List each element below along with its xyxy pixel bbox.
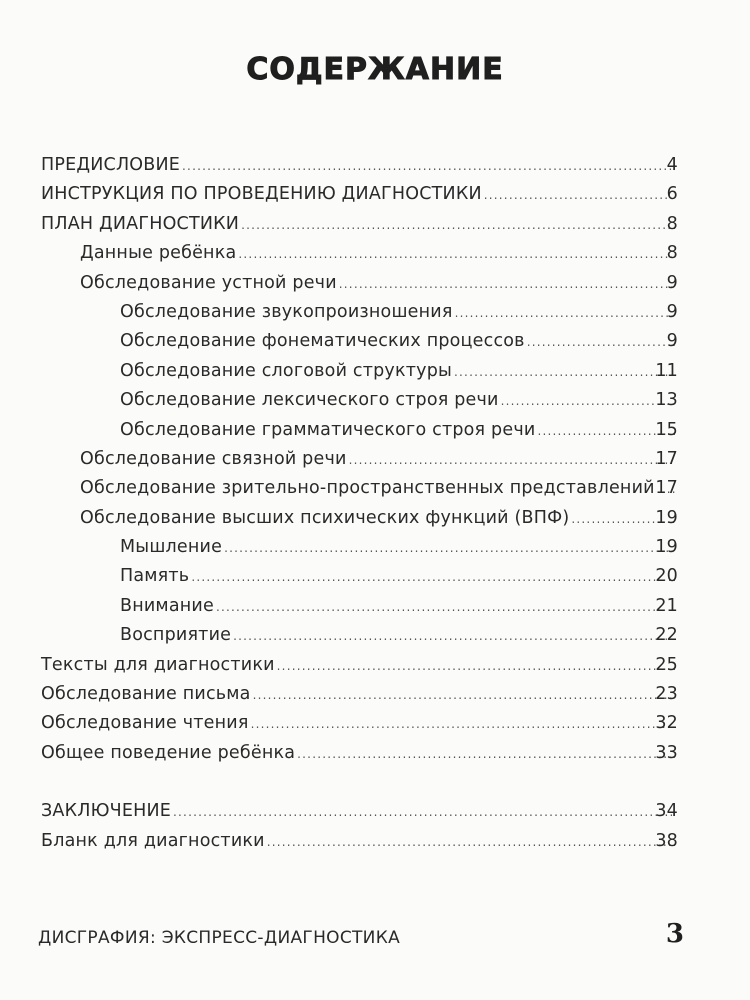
dot-leader xyxy=(238,240,675,269)
toc-entry-label: ЗАКЛЮЧЕНИЕ xyxy=(41,801,172,822)
toc-entry-page: 38 xyxy=(655,830,678,851)
toc-entry-page: 9 xyxy=(666,301,678,322)
toc-entry-label: ПРЕДИСЛОВИЕ xyxy=(41,155,181,175)
dot-leader xyxy=(339,270,675,299)
toc-entry-label: Бланк для диагностики xyxy=(41,830,265,851)
toc-entry-page: 19 xyxy=(655,537,678,558)
toc-entry-page: 33 xyxy=(655,742,678,763)
toc-entry-page: 9 xyxy=(666,331,678,352)
toc-entry-label: Внимание xyxy=(120,595,214,616)
toc-entry-page: 34 xyxy=(655,801,678,822)
toc-entry-page: 23 xyxy=(655,684,678,705)
toc-entry-page: 11 xyxy=(655,360,678,381)
dot-leader xyxy=(527,328,675,357)
dot-leader xyxy=(173,798,675,827)
toc-entry-page: 8 xyxy=(666,213,678,234)
toc-entry-diagnostic-texts xyxy=(0,651,750,680)
toc-entry-behavior xyxy=(0,739,750,768)
dot-leader xyxy=(233,622,675,651)
toc-entry-page: 17 xyxy=(655,478,678,499)
toc-entry-page: 9 xyxy=(666,272,678,293)
toc-entry-page: 22 xyxy=(655,625,678,646)
toc-entry-label: Обследование высших психических функций (ВПФ) xyxy=(80,507,570,528)
toc-entry-label: Обследование устной речи xyxy=(80,272,337,293)
dot-leader xyxy=(277,652,675,681)
toc-entry-label: Общее поведение ребёнка xyxy=(41,742,296,763)
dot-leader xyxy=(182,152,675,181)
toc-entry-page: 8 xyxy=(666,243,678,264)
dot-leader xyxy=(297,740,675,769)
toc-entry-label: Память xyxy=(120,566,190,587)
dot-leader xyxy=(484,181,675,210)
page-number: 3 xyxy=(665,919,684,949)
dot-leader xyxy=(267,828,675,857)
toc-entry-lexical xyxy=(0,386,750,415)
toc-entry-thinking xyxy=(0,533,750,562)
toc-entry-syllable-structure xyxy=(0,357,750,386)
toc-entry-page: 21 xyxy=(655,595,678,616)
dot-leader xyxy=(216,593,675,622)
dot-leader xyxy=(224,534,675,563)
toc-entry-page: 13 xyxy=(655,390,678,411)
dot-leader xyxy=(253,681,675,710)
toc-entry-page: 20 xyxy=(655,566,678,587)
toc-entry-page: 32 xyxy=(655,713,678,734)
dot-leader xyxy=(501,387,675,416)
toc-entry-oral-speech xyxy=(0,269,750,298)
toc-entry-page: 4 xyxy=(666,155,678,175)
toc-entry-higher-functions xyxy=(0,504,750,533)
toc-entry-instructions xyxy=(0,180,750,209)
dot-leader xyxy=(454,358,675,387)
toc-entry-page: 25 xyxy=(655,654,678,675)
toc-entry-label: Мышление xyxy=(120,537,223,558)
dot-leader xyxy=(455,299,675,328)
toc-entry-writing xyxy=(0,680,750,709)
toc-entry-label: Обследование слоговой структуры xyxy=(120,360,453,381)
toc-entry-diagnostic-form xyxy=(0,827,750,856)
toc-entry-page: 15 xyxy=(655,419,678,440)
toc-entry-pronunciation xyxy=(0,298,750,327)
dot-leader xyxy=(241,211,675,240)
toc-entry-memory xyxy=(0,562,750,591)
toc-entry-label: Обследование зрительно-пространственных представлений xyxy=(80,478,655,499)
toc-entry-page: 19 xyxy=(655,507,678,528)
toc-entry-label: Обследование грамматического строя речи xyxy=(120,419,536,440)
toc-entry-label: Обследование чтения xyxy=(41,713,249,734)
dot-leader xyxy=(349,446,675,475)
dot-leader xyxy=(251,710,675,739)
dot-leader xyxy=(191,563,675,592)
toc-entry-preface xyxy=(0,151,750,180)
page-title: СОДЕРЖАНИЕ xyxy=(246,52,504,87)
toc-entry-label: Обследование письма xyxy=(41,684,251,705)
toc-entry-label: Данные ребёнка xyxy=(80,243,237,264)
toc-entry-attention xyxy=(0,592,750,621)
toc-entry-label: Восприятие xyxy=(120,625,232,646)
toc-entry-coherent-speech xyxy=(0,445,750,474)
toc-entry-diagnostic-plan xyxy=(0,210,750,239)
toc-entry-grammatical xyxy=(0,416,750,445)
toc-entry-label: Тексты для диагностики xyxy=(41,654,275,675)
toc-entry-conclusion xyxy=(0,797,750,826)
toc-entry-page: 17 xyxy=(655,448,678,469)
toc-entry-label: Обследование фонематических процессов xyxy=(120,331,525,352)
toc-entry-perception xyxy=(0,621,750,650)
toc-entry-visual-spatial xyxy=(0,474,750,503)
toc-entry-reading xyxy=(0,709,750,738)
toc-entry-page: 6 xyxy=(666,184,678,205)
toc-entry-label: Обследование лексического строя речи xyxy=(120,390,499,411)
toc-entry-label: Обследование связной речи xyxy=(80,448,347,469)
toc-entry-phonemic xyxy=(0,327,750,356)
running-footer-title: ДИСГРАФИЯ: ЭКСПРЕСС-ДИАГНОСТИКА xyxy=(38,928,400,948)
toc-entry-child-data xyxy=(0,239,750,268)
toc-entry-label: ИНСТРУКЦИЯ ПО ПРОВЕДЕНИЮ ДИАГНОСТИКИ xyxy=(41,184,482,205)
toc-entry-label: Обследование звукопроизношения xyxy=(120,301,453,322)
table-of-contents xyxy=(0,151,750,856)
toc-entry-label: ПЛАН ДИАГНОСТИКИ xyxy=(41,213,240,234)
